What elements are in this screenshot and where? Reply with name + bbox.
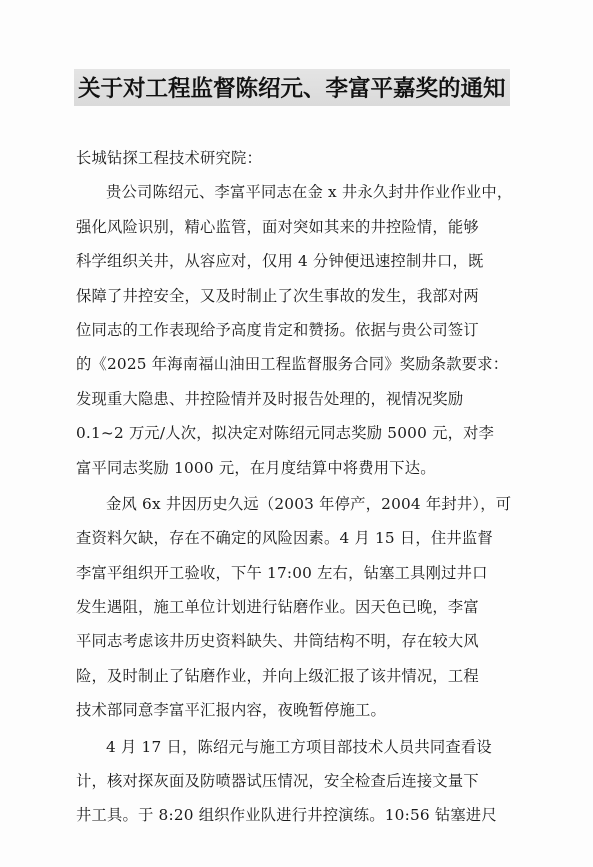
paragraph-line: 井工具。于 8:20 组织作业队进行井控演练。10:56 钻塞进尺 [76, 806, 497, 825]
paragraph-line: 位同志的工作表现给予高度肯定和赞扬。依据与贵公司签订 [76, 320, 479, 339]
paragraph-line: 贵公司陈绍元、李富平同志在金 x 井永久封井作业作业中， [106, 183, 513, 202]
paragraph-line: 金风 6x 井因历史久远（2003 年停产，2004 年封井），可 [106, 494, 512, 513]
paragraph-1 [76, 175, 536, 485]
paragraph-line: 险，及时制止了钻磨作业，并向上级汇报了该井情况，工程 [76, 666, 479, 685]
paragraph-3 [76, 730, 536, 833]
paragraph-line: 平同志考虑该井历史资料缺失、井筒结构不明，存在较大风 [76, 632, 479, 651]
paragraph-line: 技术部同意李富平汇报内容，夜晚暂停施工。 [76, 701, 386, 720]
paragraph-line: 李富平组织开工验收，下午 17:00 左右，钻塞工具刚过井口 [76, 563, 488, 582]
document-title: 关于对工程监督陈绍元、李富平嘉奖的通知 [74, 69, 510, 106]
paragraph-line: 0.1~2 万元/人次，拟决定对陈绍元同志奖励 5000 元，对李 [76, 424, 495, 443]
paragraph-2 [76, 487, 536, 728]
paragraph-line: 发现重大隐患、井控险情并及时报告处理的，视情况奖励 [76, 389, 464, 408]
paragraph-line: 计，核对探灰面及防喷器试压情况，安全检查后连接文量下 [76, 772, 479, 791]
paragraph-line: 查资料欠缺，存在不确定的风险因素。4 月 15 日，住井监督 [76, 529, 493, 548]
document-body [76, 141, 536, 833]
paragraph-line: 强化风险识别，精心监管，面对突如其来的井控险情，能够 [76, 217, 479, 236]
paragraph-line: 发生遇阻，施工单位计划进行钻磨作业。因天色已晚，李富 [76, 598, 479, 617]
paragraph-line: 4 月 17 日，陈绍元与施工方项目部技术人员共同查看设 [106, 737, 492, 756]
salutation: 长城钻探工程技术研究院： [76, 149, 262, 167]
title-block [74, 70, 510, 104]
paragraph-line: 保障了井控安全，又及时制止了次生事故的发生，我部对两 [76, 286, 479, 305]
paragraph-line: 富平同志奖励 1000 元，在月度结算中将费用下达。 [76, 458, 436, 477]
paragraph-line: 科学组织关井，从容应对，仅用 4 分钟便迅速控制井口，既 [76, 252, 484, 271]
paragraph-line: 的《2025 年海南福山油田工程监督服务合同》奖励条款要求： [76, 355, 509, 374]
